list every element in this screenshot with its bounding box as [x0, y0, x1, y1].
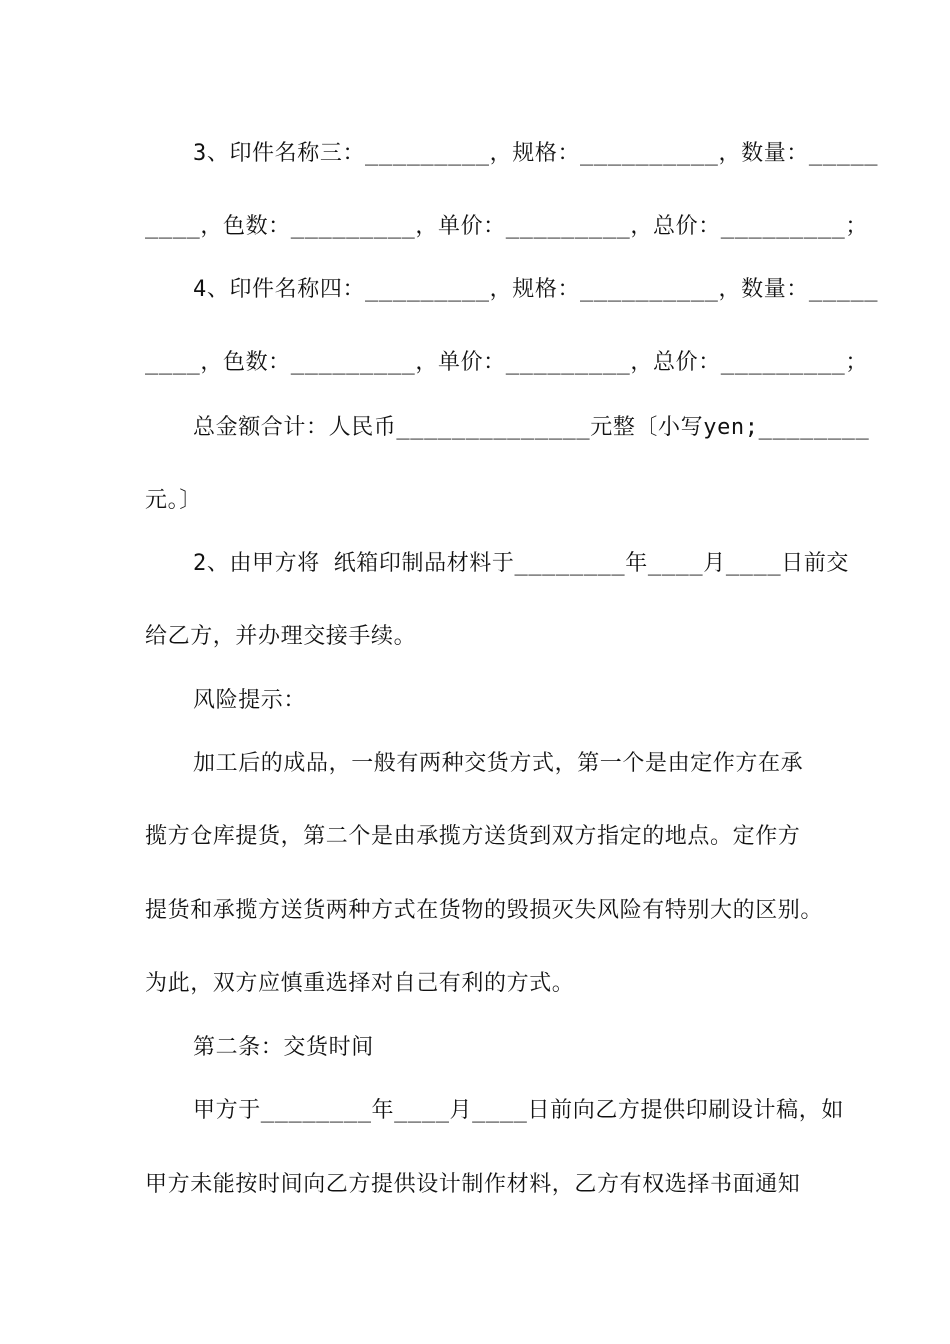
clause-2-line-1: 2、由甲方将 纸箱印制品材料于________年____月____日前交 — [193, 551, 850, 576]
total-amount-line-1: 总金额合计：人民币______________元整〔小写yen;________ — [193, 415, 870, 440]
item-4-line-1: 4、印件名称四：_________，规格：__________，数量：_____ — [193, 277, 879, 302]
risk-paragraph-line-1: 加工后的成品，一般有两种交货方式，第一个是由定作方在承 — [193, 751, 804, 776]
delivery-time-line-2: 甲方未能按时间向乙方提供设计制作材料，乙方有权选择书面通知 — [145, 1172, 801, 1197]
delivery-time-line-1: 甲方于________年____月____日前向乙方提供印刷设计稿，如 — [193, 1098, 844, 1123]
total-amount-line-2: 元。〕 — [145, 488, 202, 513]
item-3-line-2: ____，色数：_________，单价：_________，总价：_________； — [145, 214, 868, 239]
risk-paragraph-line-4: 为此，双方应慎重选择对自己有利的方式。 — [145, 971, 575, 996]
risk-paragraph-line-3: 提货和承揽方送货两种方式在货物的毁损灭失风险有特别大的区别。 — [145, 898, 824, 923]
article-2-heading: 第二条：交货时间 — [193, 1035, 374, 1060]
risk-tip-heading: 风险提示： — [193, 688, 307, 713]
clause-2-line-2: 给乙方，并办理交接手续。 — [145, 624, 417, 649]
item-4-line-2: ____，色数：_________，单价：_________，总价：_________； — [145, 350, 868, 375]
risk-paragraph-line-2: 揽方仓库提货，第二个是由承揽方送货到双方指定的地点。定作方 — [145, 824, 801, 849]
item-3-line-1: 3、印件名称三：_________，规格：__________，数量：_____ — [193, 141, 879, 166]
